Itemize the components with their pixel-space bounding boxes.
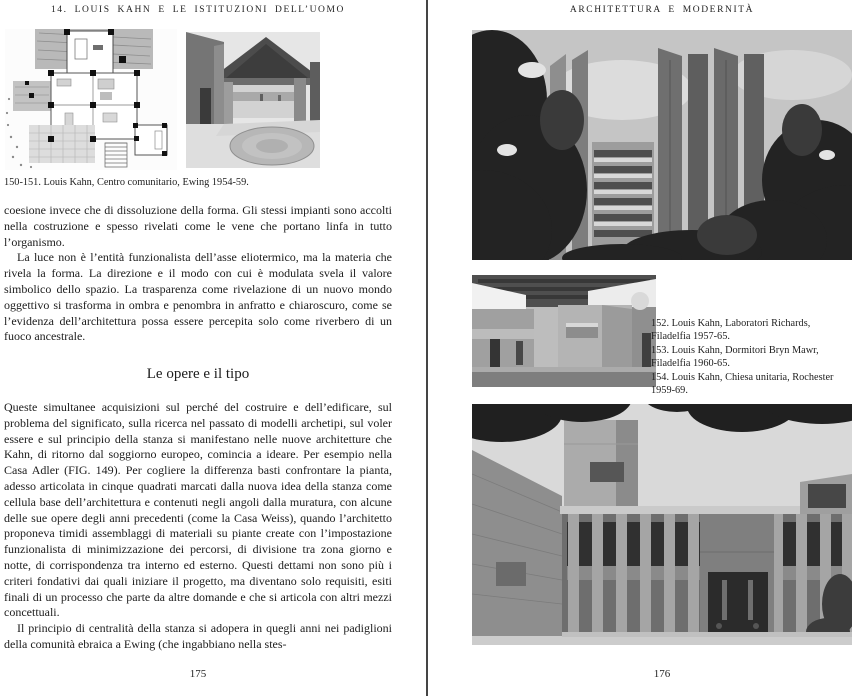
paragraph: Il principio di centralità della stanza si adopera in quegli anni nei padiglioni della comunità ebraica a Ewing (che ingabbiano nella stes-	[4, 621, 392, 651]
dormitory-interior-photo-figure	[472, 275, 656, 387]
figure-caption-153: 153. Louis Kahn, Dormitori Bryn Mawr, Filadelfia 1960-65.	[651, 345, 819, 369]
figure-caption-152: 152. Louis Kahn, Laboratori Richards, Filadelfia 1957-65.	[651, 318, 811, 342]
paragraph: Queste simultanee acquisizioni sul perché del costruire e dell’edificare, sul problema del significato, sulla ricerca nel passato di modelli archetipi, sul voler essere e sul principio della stanza si manifestano nelle nuove architetture che Kahn, di ritorno dal soggiorno europeo, comincia a ideare. Per esempio nella Casa Adler (FIG. 149). Per cogliere la differenza basti confrontare la pianta, adesso articolata in cinque quadrati marcati dalla nuova idea della stanza come cellula base dell’architettura e contenuti negli angoli dalla muratura, con alcune delle sue opere degli anni precedenti (come la Casa Weiss), quando l’architetto proponeva timidi assemblaggi di materiali su piante create con l’impostazione funzionalista di minimizzazione dei percorsi, di divisione tra zona giorno e notte, di corrispondenza tra interno ed esterno. Questi dettami non sono più i criteri fondativi dai quali iniziare il progetto, ma diventano solo requisiti, esiti finali di un processo che parte da altre domande e che si articola con altri mezzi concettuali.	[4, 399, 392, 620]
figure-captions-right	[651, 317, 849, 398]
paragraph: coesione invece che di dissoluzione della forma. Gli stessi impianti sono accolti nella costruzione e spesso rivelati come le vene che portano linfa in tutto l’organismo.	[4, 203, 392, 249]
community-center-photo-figure	[186, 32, 320, 168]
page-number-left: 175	[189, 668, 207, 680]
page-number-right: 176	[653, 668, 671, 680]
figure-caption-154: 154. Louis Kahn, Chiesa unitaria, Rochester 1959-69.	[651, 372, 834, 396]
section-heading: Le opere e il tipo	[146, 366, 250, 383]
body-text	[4, 203, 392, 653]
running-head-left: 14. LOUIS KAHN E LE ISTITUZIONI DELL’UOMO	[50, 5, 346, 15]
paragraph: La luce non è l’entità funzionalista dell’asse eliotermico, ma la materia che rivela la forma. La direzione e il modo con cui è modulata svela il valore simbolico dello spazio. La trasparenza come rivelazione di un nuovo mondo oggettivo si trasforma in ombra e penombra in anfratto e chiaroscuro, come se l’evidenza dell’architettura possa essere percepita solo come riverbero di un fuoco ancestrale.	[4, 250, 392, 344]
running-head-right: ARCHITETTURA E MODERNITÀ	[569, 5, 755, 15]
right-page	[427, 0, 854, 696]
figure-caption-150-151: 150-151. Louis Kahn, Centro comunitario, Ewing 1954-59.	[4, 177, 249, 188]
unitarian-church-photo-figure	[472, 404, 852, 645]
richards-laboratories-photo-figure	[472, 30, 852, 260]
community-center-plan-figure	[5, 29, 177, 170]
left-page	[0, 0, 426, 696]
